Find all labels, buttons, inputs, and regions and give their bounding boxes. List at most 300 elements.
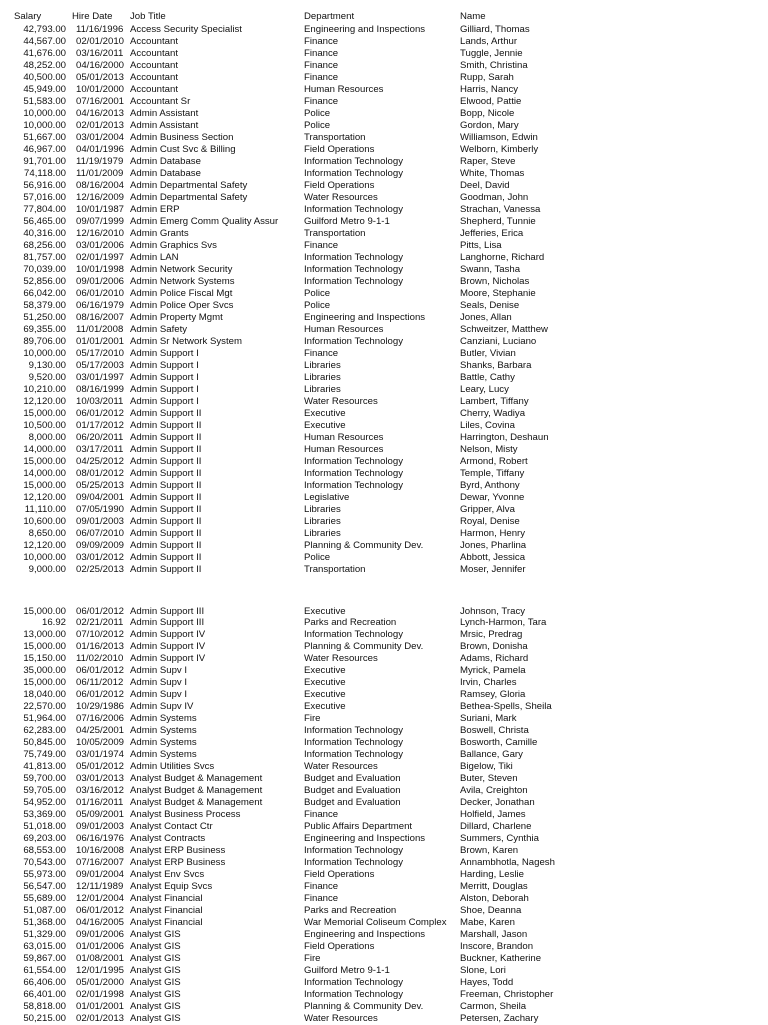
cell-name: Williamson, Edwin: [460, 131, 538, 143]
table-row: [0, 432, 768, 444]
cell-name: Dewar, Yvonne: [460, 491, 525, 503]
cell-name: Deel, David: [460, 179, 510, 191]
cell-department: Human Resources: [304, 83, 384, 95]
cell-salary: 14,000.00: [23, 467, 66, 479]
table-row: [0, 905, 768, 917]
cell-salary: 66,406.00: [23, 976, 66, 988]
cell-department: Information Technology: [304, 167, 404, 179]
cell-hire-date: 09/01/2004: [76, 869, 125, 881]
cell-hire-date: 03/17/2011: [76, 443, 124, 455]
cell-hire-date: 08/16/1999: [76, 383, 125, 395]
table-row: [0, 384, 768, 396]
cell-hire-date: 03/01/1974: [76, 749, 125, 761]
cell-job-title: Admin Support I: [130, 347, 199, 359]
cell-name: Harmon, Henry: [460, 527, 526, 539]
table-row: [0, 881, 768, 893]
cell-hire-date: 07/05/1990: [76, 503, 125, 515]
cell-job-title: Analyst Financial: [130, 893, 203, 905]
cell-hire-date: 03/16/2011: [76, 47, 124, 59]
table-row: [0, 653, 768, 665]
cell-job-title: Accountant: [130, 71, 179, 83]
cell-salary: 51,583.00: [23, 95, 66, 107]
cell-hire-date: 05/01/2000: [76, 976, 125, 988]
table-row: [0, 360, 768, 372]
cell-salary: 66,401.00: [23, 988, 66, 1000]
table-row: [0, 552, 768, 564]
table-row: [0, 144, 768, 156]
cell-hire-date: 04/16/2005: [76, 916, 125, 928]
cell-name: Gripper, Alva: [460, 503, 515, 515]
cell-salary: 53,369.00: [23, 809, 66, 821]
cell-hire-date: 06/01/2012: [76, 605, 125, 617]
cell-name: Harding, Leslie: [460, 869, 524, 881]
cell-salary: 46,967.00: [23, 143, 66, 155]
cell-department: Human Resources: [304, 443, 384, 455]
cell-department: Finance: [304, 35, 339, 47]
cell-department: Planning & Community Dev.: [304, 539, 424, 551]
cell-salary: 69,355.00: [23, 323, 66, 335]
cell-department: Human Resources: [304, 431, 384, 443]
table-row: [0, 396, 768, 408]
cell-name: Johnson, Tracy: [460, 605, 526, 617]
cell-hire-date: 04/16/2000: [76, 59, 125, 71]
table-row: [0, 641, 768, 653]
table-row: [0, 276, 768, 288]
cell-hire-date: 01/17/2012: [76, 419, 125, 431]
cell-hire-date: 02/01/1998: [76, 988, 125, 1000]
cell-department: Engineering and Inspections: [304, 833, 426, 845]
cell-job-title: Analyst Financial: [130, 916, 203, 928]
table-row: [0, 977, 768, 989]
cell-job-title: Admin Support II: [130, 527, 202, 539]
header-name: Name: [460, 11, 486, 22]
cell-salary: 51,329.00: [23, 928, 66, 940]
cell-salary: 8,650.00: [28, 527, 66, 539]
cell-name: Freeman, Christopher: [460, 988, 554, 1000]
cell-name: Marshall, Jason: [460, 928, 528, 940]
cell-job-title: Admin Support II: [130, 551, 202, 563]
cell-name: Brown, Karen: [460, 845, 519, 857]
cell-salary: 51,250.00: [23, 311, 66, 323]
cell-department: Libraries: [304, 527, 341, 539]
cell-hire-date: 01/01/2001: [76, 335, 125, 347]
cell-department: Engineering and Inspections: [304, 23, 426, 35]
cell-hire-date: 09/04/2001: [76, 491, 125, 503]
table-row: [0, 701, 768, 713]
cell-hire-date: 01/16/2013: [76, 641, 125, 653]
header-department: Department: [304, 11, 355, 22]
cell-hire-date: 04/01/1996: [76, 143, 125, 155]
cell-job-title: Accountant: [130, 59, 179, 71]
cell-job-title: Admin Support I: [130, 383, 199, 395]
cell-salary: 77,804.00: [23, 203, 66, 215]
cell-department: Field Operations: [304, 869, 375, 881]
cell-hire-date: 05/25/2013: [76, 479, 125, 491]
table-row: [0, 60, 768, 72]
cell-name: Swann, Tasha: [460, 263, 521, 275]
cell-department: Libraries: [304, 383, 341, 395]
cell-department: Budget and Evaluation: [304, 797, 401, 809]
cell-department: Planning & Community Dev.: [304, 641, 424, 653]
cell-name: Langhorne, Richard: [460, 251, 545, 263]
cell-department: Transportation: [304, 131, 366, 143]
cell-hire-date: 05/17/2010: [76, 347, 125, 359]
cell-name: Bosworth, Camille: [460, 737, 538, 749]
cell-salary: 15,150.00: [23, 653, 66, 665]
table-row: [0, 893, 768, 905]
table-row: [0, 372, 768, 384]
cell-name: Bethea-Spells, Sheila: [460, 701, 552, 713]
cell-name: Petersen, Zachary: [460, 1012, 539, 1024]
cell-name: Strachan, Vanessa: [460, 203, 541, 215]
cell-job-title: Admin Support I: [130, 371, 199, 383]
cell-name: Liles, Covina: [460, 419, 515, 431]
table-row: [0, 444, 768, 456]
cell-job-title: Admin Support II: [130, 419, 202, 431]
cell-hire-date: 03/01/2004: [76, 131, 125, 143]
cell-hire-date: 11/16/1996: [76, 23, 124, 35]
cell-department: Information Technology: [304, 749, 404, 761]
cell-name: Shepherd, Tunnie: [460, 215, 536, 227]
cell-hire-date: 05/17/2003: [76, 359, 125, 371]
cell-department: War Memorial Coliseum Complex: [304, 916, 447, 928]
cell-salary: 44,567.00: [23, 35, 66, 47]
cell-name: Brown, Nicholas: [460, 275, 530, 287]
cell-department: Information Technology: [304, 251, 404, 263]
cell-hire-date: 07/10/2012: [76, 629, 125, 641]
table-row: [0, 36, 768, 48]
cell-hire-date: 04/25/2001: [76, 725, 125, 737]
cell-salary: 8,000.00: [28, 431, 66, 443]
table-row: [0, 761, 768, 773]
cell-hire-date: 12/01/2004: [76, 893, 125, 905]
cell-department: Fire: [304, 952, 321, 964]
table-row: [0, 809, 768, 821]
cell-job-title: Accountant: [130, 83, 179, 95]
table-row: [0, 252, 768, 264]
cell-salary: 12,120.00: [23, 539, 66, 551]
cell-salary: 55,689.00: [23, 893, 66, 905]
cell-salary: 69,203.00: [23, 833, 66, 845]
cell-hire-date: 10/05/2009: [76, 737, 125, 749]
header-salary: Salary: [14, 11, 42, 22]
cell-salary: 51,018.00: [23, 821, 66, 833]
cell-hire-date: 05/01/2013: [76, 71, 125, 83]
cell-department: Water Resources: [304, 191, 378, 203]
cell-hire-date: 10/29/1986: [76, 701, 125, 713]
cell-department: Budget and Evaluation: [304, 785, 401, 797]
cell-name: Bopp, Nicole: [460, 107, 515, 119]
cell-job-title: Admin Support II: [130, 479, 202, 491]
table-row: [0, 989, 768, 1001]
cell-department: Parks and Recreation: [304, 905, 397, 916]
cell-job-title: Admin Support II: [130, 563, 202, 575]
cell-salary: 13,000.00: [23, 629, 66, 641]
cell-department: Guilford Metro 9-1-1: [304, 964, 390, 976]
cell-salary: 59,867.00: [23, 952, 66, 964]
cell-salary: 40,500.00: [23, 71, 66, 83]
cell-department: Executive: [304, 689, 346, 701]
cell-salary: 40,316.00: [23, 227, 66, 239]
cell-salary: 62,283.00: [23, 725, 66, 737]
table-row: [0, 917, 768, 929]
cell-salary: 18,040.00: [23, 689, 66, 701]
cell-hire-date: 02/01/1997: [76, 251, 125, 263]
cell-name: White, Thomas: [460, 167, 525, 179]
table-row: [0, 677, 768, 689]
cell-name: Hayes, Todd: [460, 976, 514, 988]
table-row: [0, 156, 768, 168]
cell-name: Slone, Lori: [460, 964, 506, 976]
table-row: [0, 240, 768, 252]
cell-salary: 51,368.00: [23, 916, 66, 928]
cell-job-title: Admin Sr Network System: [130, 335, 242, 347]
cell-hire-date: 06/16/1976: [76, 833, 125, 845]
table-row: [0, 773, 768, 785]
cell-salary: 56,916.00: [23, 179, 66, 191]
cell-salary: 56,465.00: [23, 215, 66, 227]
cell-name: Jefferies, Erica: [460, 227, 524, 239]
cell-hire-date: 03/01/2012: [76, 551, 125, 563]
cell-name: Holfield, James: [460, 809, 526, 821]
cell-department: Information Technology: [304, 725, 404, 737]
cell-salary: 50,845.00: [23, 737, 66, 749]
cell-job-title: Admin Emerg Comm Quality Assur: [130, 215, 279, 227]
cell-name: Jones, Pharlina: [460, 539, 527, 551]
cell-department: Information Technology: [304, 467, 404, 479]
cell-salary: 10,000.00: [23, 347, 66, 359]
cell-job-title: Admin Police Oper Svcs: [130, 299, 234, 311]
table-row: [0, 528, 768, 540]
table-row: [0, 264, 768, 276]
cell-department: Finance: [304, 347, 339, 359]
table-row: [0, 168, 768, 180]
cell-job-title: Admin Network Security: [130, 263, 233, 275]
cell-job-title: Analyst GIS: [130, 964, 181, 976]
cell-department: Field Operations: [304, 940, 375, 952]
table-row: [0, 456, 768, 468]
table-row: [0, 180, 768, 192]
cell-department: Libraries: [304, 371, 341, 383]
cell-name: Mrsic, Predrag: [460, 629, 523, 641]
cell-department: Information Technology: [304, 155, 404, 167]
cell-name: Tuggle, Jennie: [460, 47, 523, 59]
cell-department: Finance: [304, 47, 339, 59]
cell-hire-date: 12/16/2009: [76, 191, 125, 203]
cell-job-title: Admin Support II: [130, 539, 202, 551]
cell-name: Temple, Tiffany: [460, 467, 525, 479]
cell-job-title: Admin Support IV: [130, 629, 206, 641]
cell-department: Transportation: [304, 227, 366, 239]
cell-salary: 10,000.00: [23, 107, 66, 119]
cell-department: Budget and Evaluation: [304, 773, 401, 785]
cell-salary: 55,973.00: [23, 869, 66, 881]
cell-name: Ballance, Gary: [460, 749, 523, 761]
cell-department: Field Operations: [304, 179, 375, 191]
cell-salary: 12,120.00: [23, 395, 66, 407]
cell-hire-date: 06/20/2011: [76, 431, 124, 443]
cell-job-title: Accountant: [130, 47, 179, 59]
cell-department: Executive: [304, 407, 346, 419]
cell-hire-date: 02/01/2013: [76, 1012, 125, 1024]
cell-name: Moser, Jennifer: [460, 563, 526, 575]
cell-job-title: Admin Safety: [130, 323, 188, 335]
table-row: [0, 300, 768, 312]
cell-name: Bigelow, Tiki: [460, 761, 513, 773]
cell-department: Police: [304, 107, 331, 119]
cell-job-title: Admin Support IV: [130, 641, 206, 653]
table-row: [0, 120, 768, 132]
table-row: [0, 617, 768, 629]
cell-job-title: Analyst Financial: [130, 905, 203, 916]
cell-salary: 52,856.00: [23, 275, 66, 287]
cell-salary: 9,520.00: [28, 371, 66, 383]
cell-department: Information Technology: [304, 976, 404, 988]
cell-job-title: Analyst Business Process: [130, 809, 241, 821]
cell-job-title: Admin Property Mgmt: [130, 311, 223, 323]
table-row: [0, 1013, 768, 1025]
cell-name: Rupp, Sarah: [460, 71, 514, 83]
cell-department: Information Technology: [304, 845, 404, 857]
cell-name: Welborn, Kimberly: [460, 143, 539, 155]
cell-hire-date: 04/25/2012: [76, 455, 125, 467]
cell-department: Police: [304, 287, 331, 299]
cell-salary: 9,000.00: [28, 563, 66, 575]
cell-name: Buckner, Katherine: [460, 952, 542, 964]
cell-department: Information Technology: [304, 203, 404, 215]
cell-hire-date: 06/01/2012: [76, 407, 125, 419]
table-row: [0, 504, 768, 516]
cell-department: Information Technology: [304, 737, 404, 749]
cell-job-title: Analyst Contact Ctr: [130, 821, 213, 833]
cell-name: Merritt, Douglas: [460, 881, 528, 893]
cell-salary: 15,000.00: [23, 479, 66, 491]
cell-job-title: Admin Support I: [130, 395, 199, 407]
cell-department: Engineering and Inspections: [304, 311, 426, 323]
cell-department: Parks and Recreation: [304, 617, 397, 629]
column-header-row: [0, 11, 768, 23]
cell-job-title: Admin Graphics Svs: [130, 239, 217, 251]
cell-salary: 35,000.00: [23, 665, 66, 677]
cell-name: Schweitzer, Matthew: [460, 323, 548, 335]
table-row: [0, 845, 768, 857]
cell-name: Butler, Vivian: [460, 347, 516, 359]
cell-name: Lambert, Tiffany: [460, 395, 529, 407]
cell-salary: 75,749.00: [23, 749, 66, 761]
cell-salary: 59,700.00: [23, 773, 66, 785]
cell-department: Executive: [304, 419, 346, 431]
table-row: [0, 216, 768, 228]
cell-name: Elwood, Pattie: [460, 95, 522, 107]
cell-job-title: Admin Systems: [130, 713, 197, 725]
cell-department: Information Technology: [304, 263, 404, 275]
cell-name: Jones, Allan: [460, 311, 512, 323]
cell-job-title: Admin Assistant: [130, 119, 199, 131]
cell-job-title: Analyst ERP Business: [130, 857, 226, 869]
cell-job-title: Admin Utilities Svcs: [130, 761, 215, 773]
cell-hire-date: 07/16/2006: [76, 713, 125, 725]
cell-department: Finance: [304, 881, 339, 893]
cell-job-title: Access Security Specialist: [130, 23, 242, 35]
cell-department: Engineering and Inspections: [304, 928, 426, 940]
cell-name: Raper, Steve: [460, 155, 516, 167]
cell-name: Mabe, Karen: [460, 916, 515, 928]
cell-hire-date: 06/07/2010: [76, 527, 125, 539]
cell-hire-date: 06/16/1979: [76, 299, 125, 311]
cell-name: Alston, Deborah: [460, 893, 529, 905]
cell-department: Finance: [304, 809, 339, 821]
cell-hire-date: 07/16/2001: [76, 95, 125, 107]
table-row: [0, 953, 768, 965]
cell-department: Finance: [304, 239, 339, 251]
cell-hire-date: 06/01/2012: [76, 689, 125, 701]
cell-hire-date: 11/01/2009: [76, 167, 124, 179]
cell-name: Irvin, Charles: [460, 677, 517, 689]
cell-salary: 66,042.00: [23, 287, 66, 299]
cell-salary: 58,379.00: [23, 299, 66, 311]
cell-hire-date: 03/01/2006: [76, 239, 125, 251]
cell-name: Ramsey, Gloria: [460, 689, 526, 701]
table-row: [0, 689, 768, 701]
cell-job-title: Admin Grants: [130, 227, 189, 239]
cell-department: Finance: [304, 95, 339, 107]
cell-salary: 48,252.00: [23, 59, 66, 71]
cell-salary: 42,793.00: [23, 23, 66, 35]
table-row: [0, 821, 768, 833]
cell-name: Battle, Cathy: [460, 371, 515, 383]
cell-hire-date: 03/01/1997: [76, 371, 125, 383]
table-row: [0, 540, 768, 552]
table-row: [0, 833, 768, 845]
table-row: [0, 132, 768, 144]
cell-hire-date: 10/01/1987: [76, 203, 125, 215]
cell-salary: 41,676.00: [23, 47, 66, 59]
table-row: [0, 564, 768, 576]
cell-job-title: Analyst Budget & Management: [130, 785, 263, 797]
cell-department: Planning & Community Dev.: [304, 1000, 424, 1012]
cell-name: Buter, Steven: [460, 773, 518, 785]
cell-department: Information Technology: [304, 629, 404, 641]
cell-department: Libraries: [304, 503, 341, 515]
cell-job-title: Admin Supv I: [130, 677, 188, 689]
cell-hire-date: 05/01/2012: [76, 761, 125, 773]
cell-job-title: Analyst Budget & Management: [130, 773, 263, 785]
cell-hire-date: 11/02/2010: [76, 653, 124, 665]
table-row: [0, 665, 768, 677]
cell-job-title: Admin Support II: [130, 443, 202, 455]
table-row: [0, 480, 768, 492]
cell-job-title: Admin Support III: [130, 605, 205, 617]
cell-hire-date: 06/01/2012: [76, 905, 125, 916]
cell-salary: 9,130.00: [28, 359, 66, 371]
cell-name: Seals, Denise: [460, 299, 520, 311]
table-row: [0, 324, 768, 336]
cell-job-title: Admin Database: [130, 155, 201, 167]
cell-hire-date: 09/01/2003: [76, 821, 125, 833]
cell-hire-date: 12/16/2010: [76, 227, 125, 239]
cell-name: Suriani, Mark: [460, 713, 517, 725]
cell-job-title: Admin Database: [130, 167, 201, 179]
cell-hire-date: 01/08/2001: [76, 952, 125, 964]
cell-hire-date: 10/01/1998: [76, 263, 125, 275]
cell-hire-date: 04/16/2013: [76, 107, 125, 119]
cell-department: Fire: [304, 713, 321, 725]
cell-job-title: Admin Support IV: [130, 653, 206, 665]
cell-name: Moore, Stephanie: [460, 287, 536, 299]
cell-name: Royal, Denise: [460, 515, 520, 527]
cell-hire-date: 06/01/2010: [76, 287, 125, 299]
table-row: [0, 492, 768, 504]
